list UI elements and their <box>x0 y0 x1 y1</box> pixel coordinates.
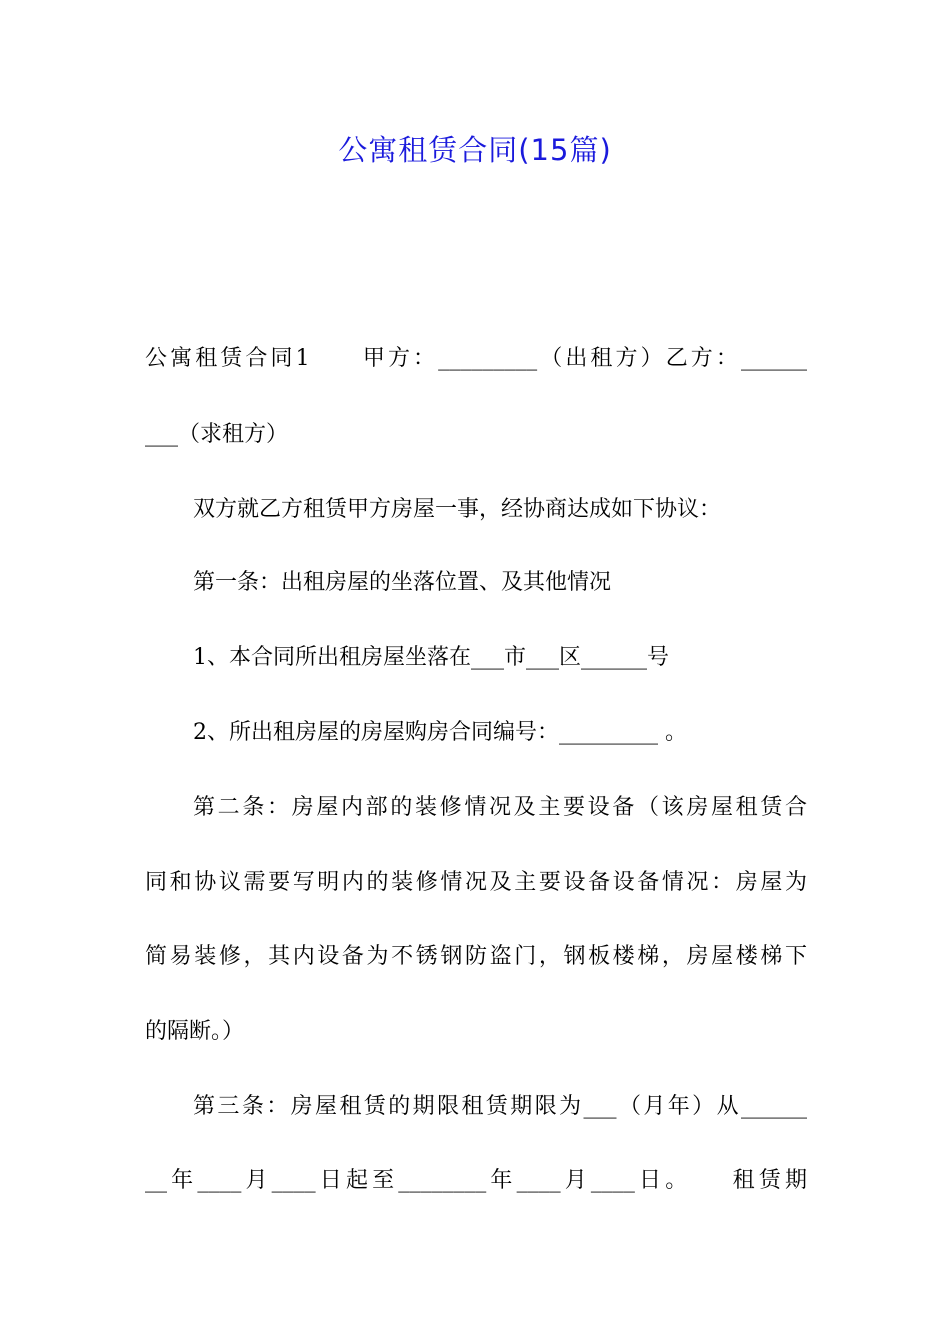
text-line: 1、本合同所出租房屋坐落在___市___区______号 <box>193 645 669 670</box>
text-line: 同和协议需要写明内的装修情况及主要设备设备情况：房屋为 <box>145 870 807 895</box>
text-line: 双方就乙方租赁甲方房屋一事，经协商达成如下协议： <box>193 497 722 522</box>
text-line: __年____月____日起至________年____月____日。 租赁期 <box>145 1168 807 1193</box>
text-line: 第一条：出租房屋的坐落位置、及其他情况 <box>193 570 612 595</box>
document-title: 公寓租赁合同(15篇) <box>338 133 612 167</box>
text-line: ___（求租方） <box>145 422 289 447</box>
text-line: 的隔断。） <box>145 1019 245 1044</box>
text-line: 2、所出租房屋的房屋购房合同编号：_________ 。 <box>193 720 687 745</box>
text-line: 公寓租赁合同1 甲方：_________（出租方）乙方：______ <box>145 346 807 371</box>
text-line: 第三条：房屋租赁的期限租赁期限为___（月年）从______ <box>193 1094 807 1119</box>
text-line: 简易装修，其内设备为不锈钢防盗门，钢板楼梯，房屋楼梯下 <box>145 944 807 969</box>
text-line: 第二条：房屋内部的装修情况及主要设备（该房屋租赁合 <box>193 795 807 820</box>
